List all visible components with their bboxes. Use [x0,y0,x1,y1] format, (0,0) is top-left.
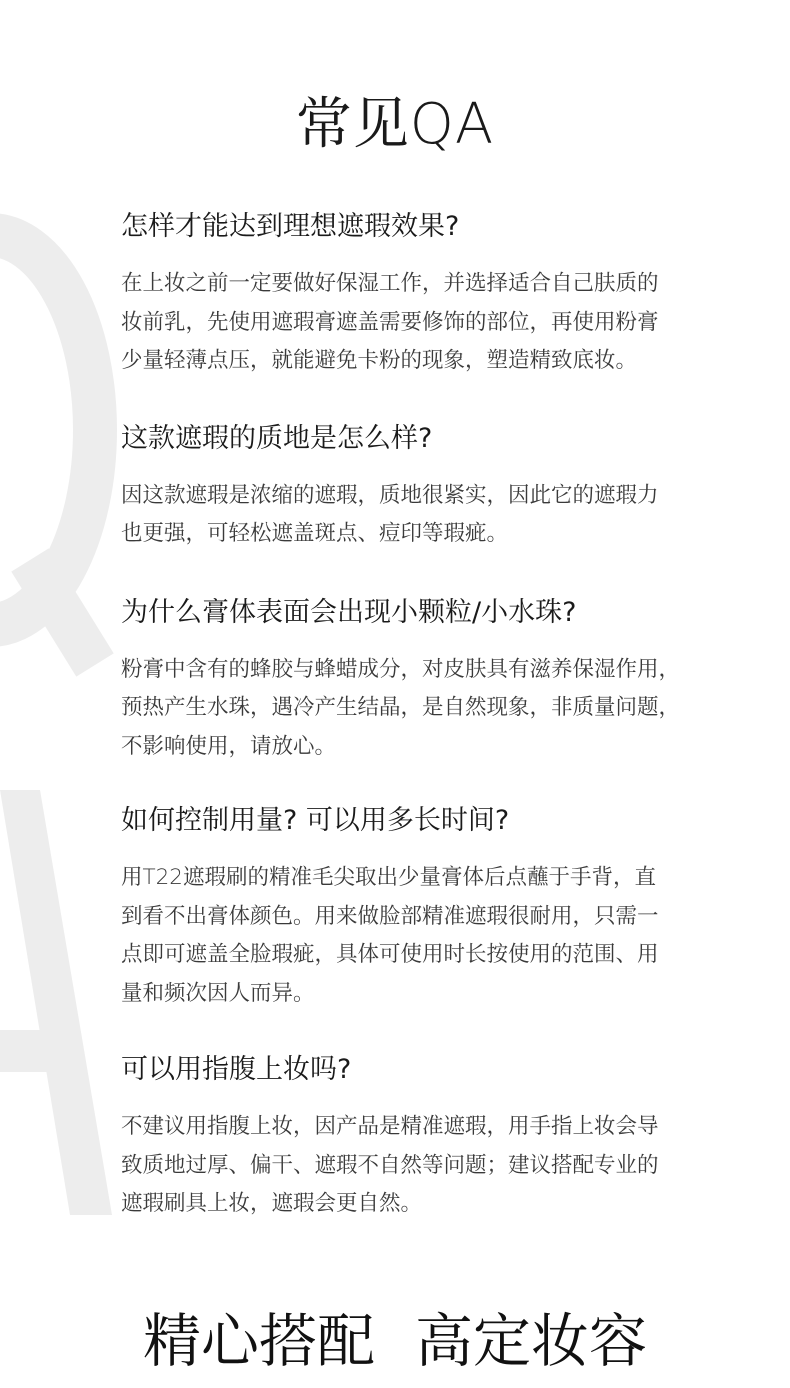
qa-answer-line: 点即可遮盖全脸瑕疵，具体可使用时长按使用的范围、用 [121,942,659,967]
qa-item [121,207,721,381]
qa-item [121,801,721,1013]
qa-answer-line: 在上妆之前一定要做好保湿工作，并选择适合自己肤质的 [121,271,659,296]
qa-answer-line: 因这款遮瑕是浓缩的遮瑕，质地很紧实，因此它的遮瑕力 [121,482,659,508]
slogan [0,1303,790,1379]
slogan-left: 精心搭配 [142,1307,375,1375]
qa-question: 为什么膏体表面会出现小颗粒/小水珠? [121,596,577,628]
qa-question: 这款遮瑕的质地是怎么样? [121,422,433,454]
qa-answer-line: 不影响使用，请放心。 [121,733,337,759]
qa-answer-line: 妆前乳，先使用遮瑕膏遮盖需要修饰的部位，再使用粉膏 [121,309,659,335]
qa-answer-line: 粉膏中含有的蜂胶与蜂蜡成分，对皮肤具有滋养保湿作用， [121,656,681,682]
qa-question: 可以用指腹上妆吗? [121,1054,352,1085]
qa-item [121,419,721,554]
qa-answer [121,477,721,554]
qa-answer-line: 不建议用指腹上妆，因产品是精准遮瑕，用手指上妆会导 [121,1114,659,1139]
qa-answer-line: 到看不出膏体颜色。用来做脸部精准遮瑕很耐用，只需一 [121,903,659,929]
qa-answer-line: 遮瑕刷具上妆，遮瑕会更自然。 [121,1191,423,1216]
qa-question: 如何控制用量? 可以用多长时间? [121,805,510,836]
page-title: 常见QA [295,92,495,157]
watermark-letter-a [0,790,112,1215]
slogan-right: 高定妆容 [415,1307,648,1375]
qa-question: 怎样才能达到理想遮瑕效果? [121,211,460,242]
watermark-letter-q [0,235,95,665]
qa-item [121,1050,721,1224]
qa-answer-line: 少量轻薄点压，就能避免卡粉的现象，塑造精致底妆。 [121,348,638,373]
qa-answer-line: 预热产生水珠，遇冷产生结晶，是自然现象，非质量问题， [121,695,681,720]
qa-answer-line: 用T22遮瑕刷的精准毛尖取出少量膏体后点蘸于手背，直 [121,865,656,890]
qa-answer [121,265,721,381]
qa-item [121,593,721,767]
qa-list [121,207,721,1224]
qa-answer [121,859,721,1013]
qa-answer-line: 量和频次因人而异。 [121,980,315,1006]
qa-answer [121,651,721,767]
qa-answer-line: 致质地过厚、偏干、遮瑕不自然等问题；建议搭配专业的 [121,1152,659,1178]
qa-answer [121,1108,721,1224]
qa-answer-line: 也更强，可轻松遮盖斑点、痘印等瑕疵。 [121,521,509,546]
